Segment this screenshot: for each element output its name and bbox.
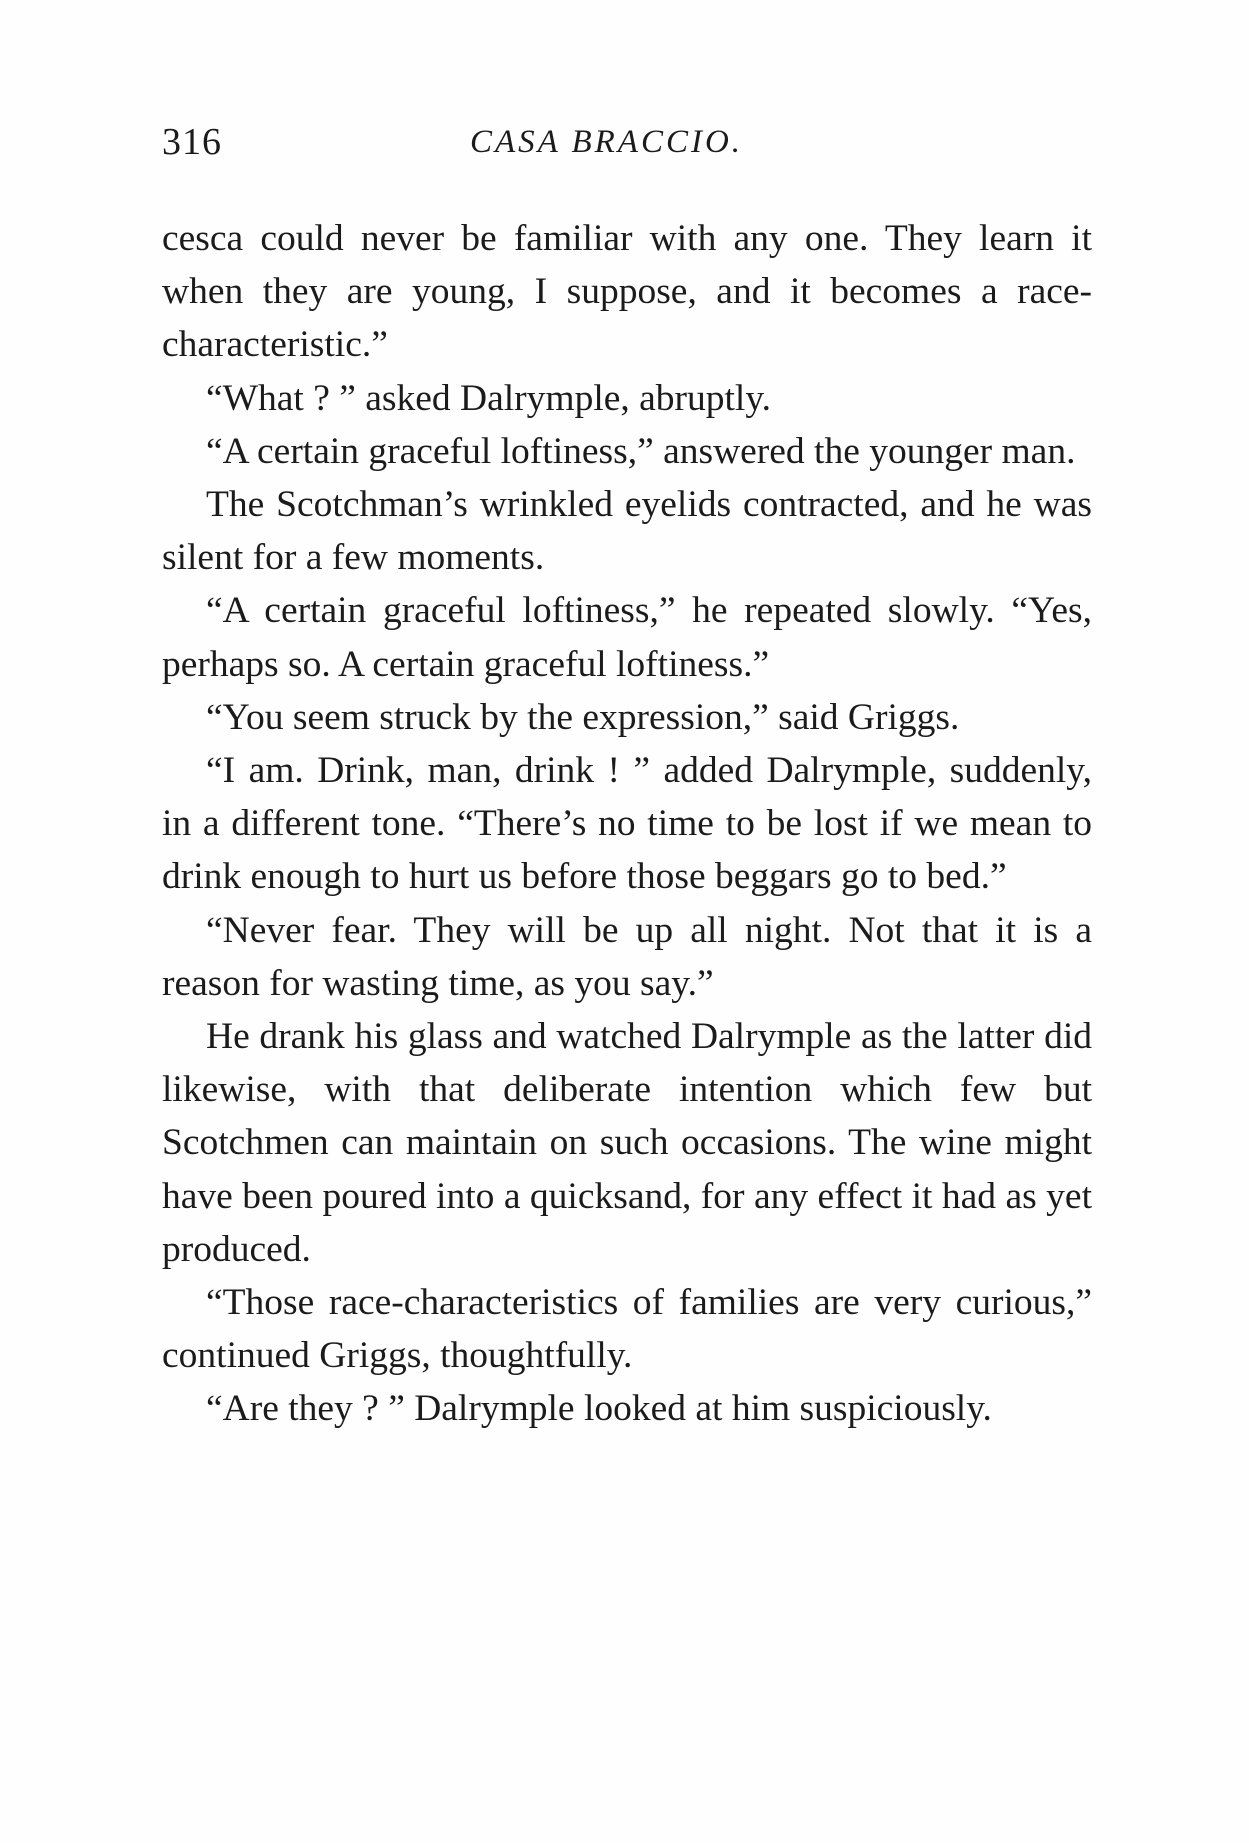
paragraph: “A certain graceful loftiness,” he repeated slowly. “Yes, perhaps so. A certain graceful loftiness.”	[162, 590, 1092, 685]
paragraph: The Scotchman’s wrinkled eyelids contracted, and he was silent for a few moments.	[162, 484, 1092, 579]
paragraph: “You seem struck by the expression,” said Griggs.	[206, 696, 960, 738]
paragraph: “Never fear. They will be up all night. Not that it is a reason for wasting time, as you say.”	[162, 909, 1092, 1004]
paragraph: “Are they ? ” Dalrymple looked at him suspiciously.	[206, 1388, 992, 1430]
body-text	[162, 212, 1092, 1436]
paragraph: cesca could never be familiar with any one. They learn it when they are young, I suppose, and it becomes a race-characteristic.”	[162, 218, 1092, 366]
paragraph: “A certain graceful loftiness,” answered the younger man.	[206, 430, 1076, 472]
paragraph: He drank his glass and watched Dalrymple as the latter did likewise, with that deliberate intention which few but Scotchmen can maintain on such occasions. The wine might have been poured into a quicksand, for any effect it had as yet produced.	[162, 1016, 1092, 1270]
page-header	[162, 120, 1092, 180]
paragraph: “I am. Drink, man, drink ! ” added Dalrymple, suddenly, in a different tone. “There’s no time to be lost if we mean to drink enough to hurt us before those beggars go to bed.”	[162, 750, 1092, 898]
page-number: 316	[162, 121, 222, 163]
paragraph: “What ? ” asked Dalrymple, abruptly.	[206, 377, 772, 419]
running-title: CASA BRACCIO.	[470, 124, 744, 160]
paragraph: “Those race-characteristics of families are very curious,” continued Griggs, thoughtfully.	[162, 1282, 1092, 1377]
